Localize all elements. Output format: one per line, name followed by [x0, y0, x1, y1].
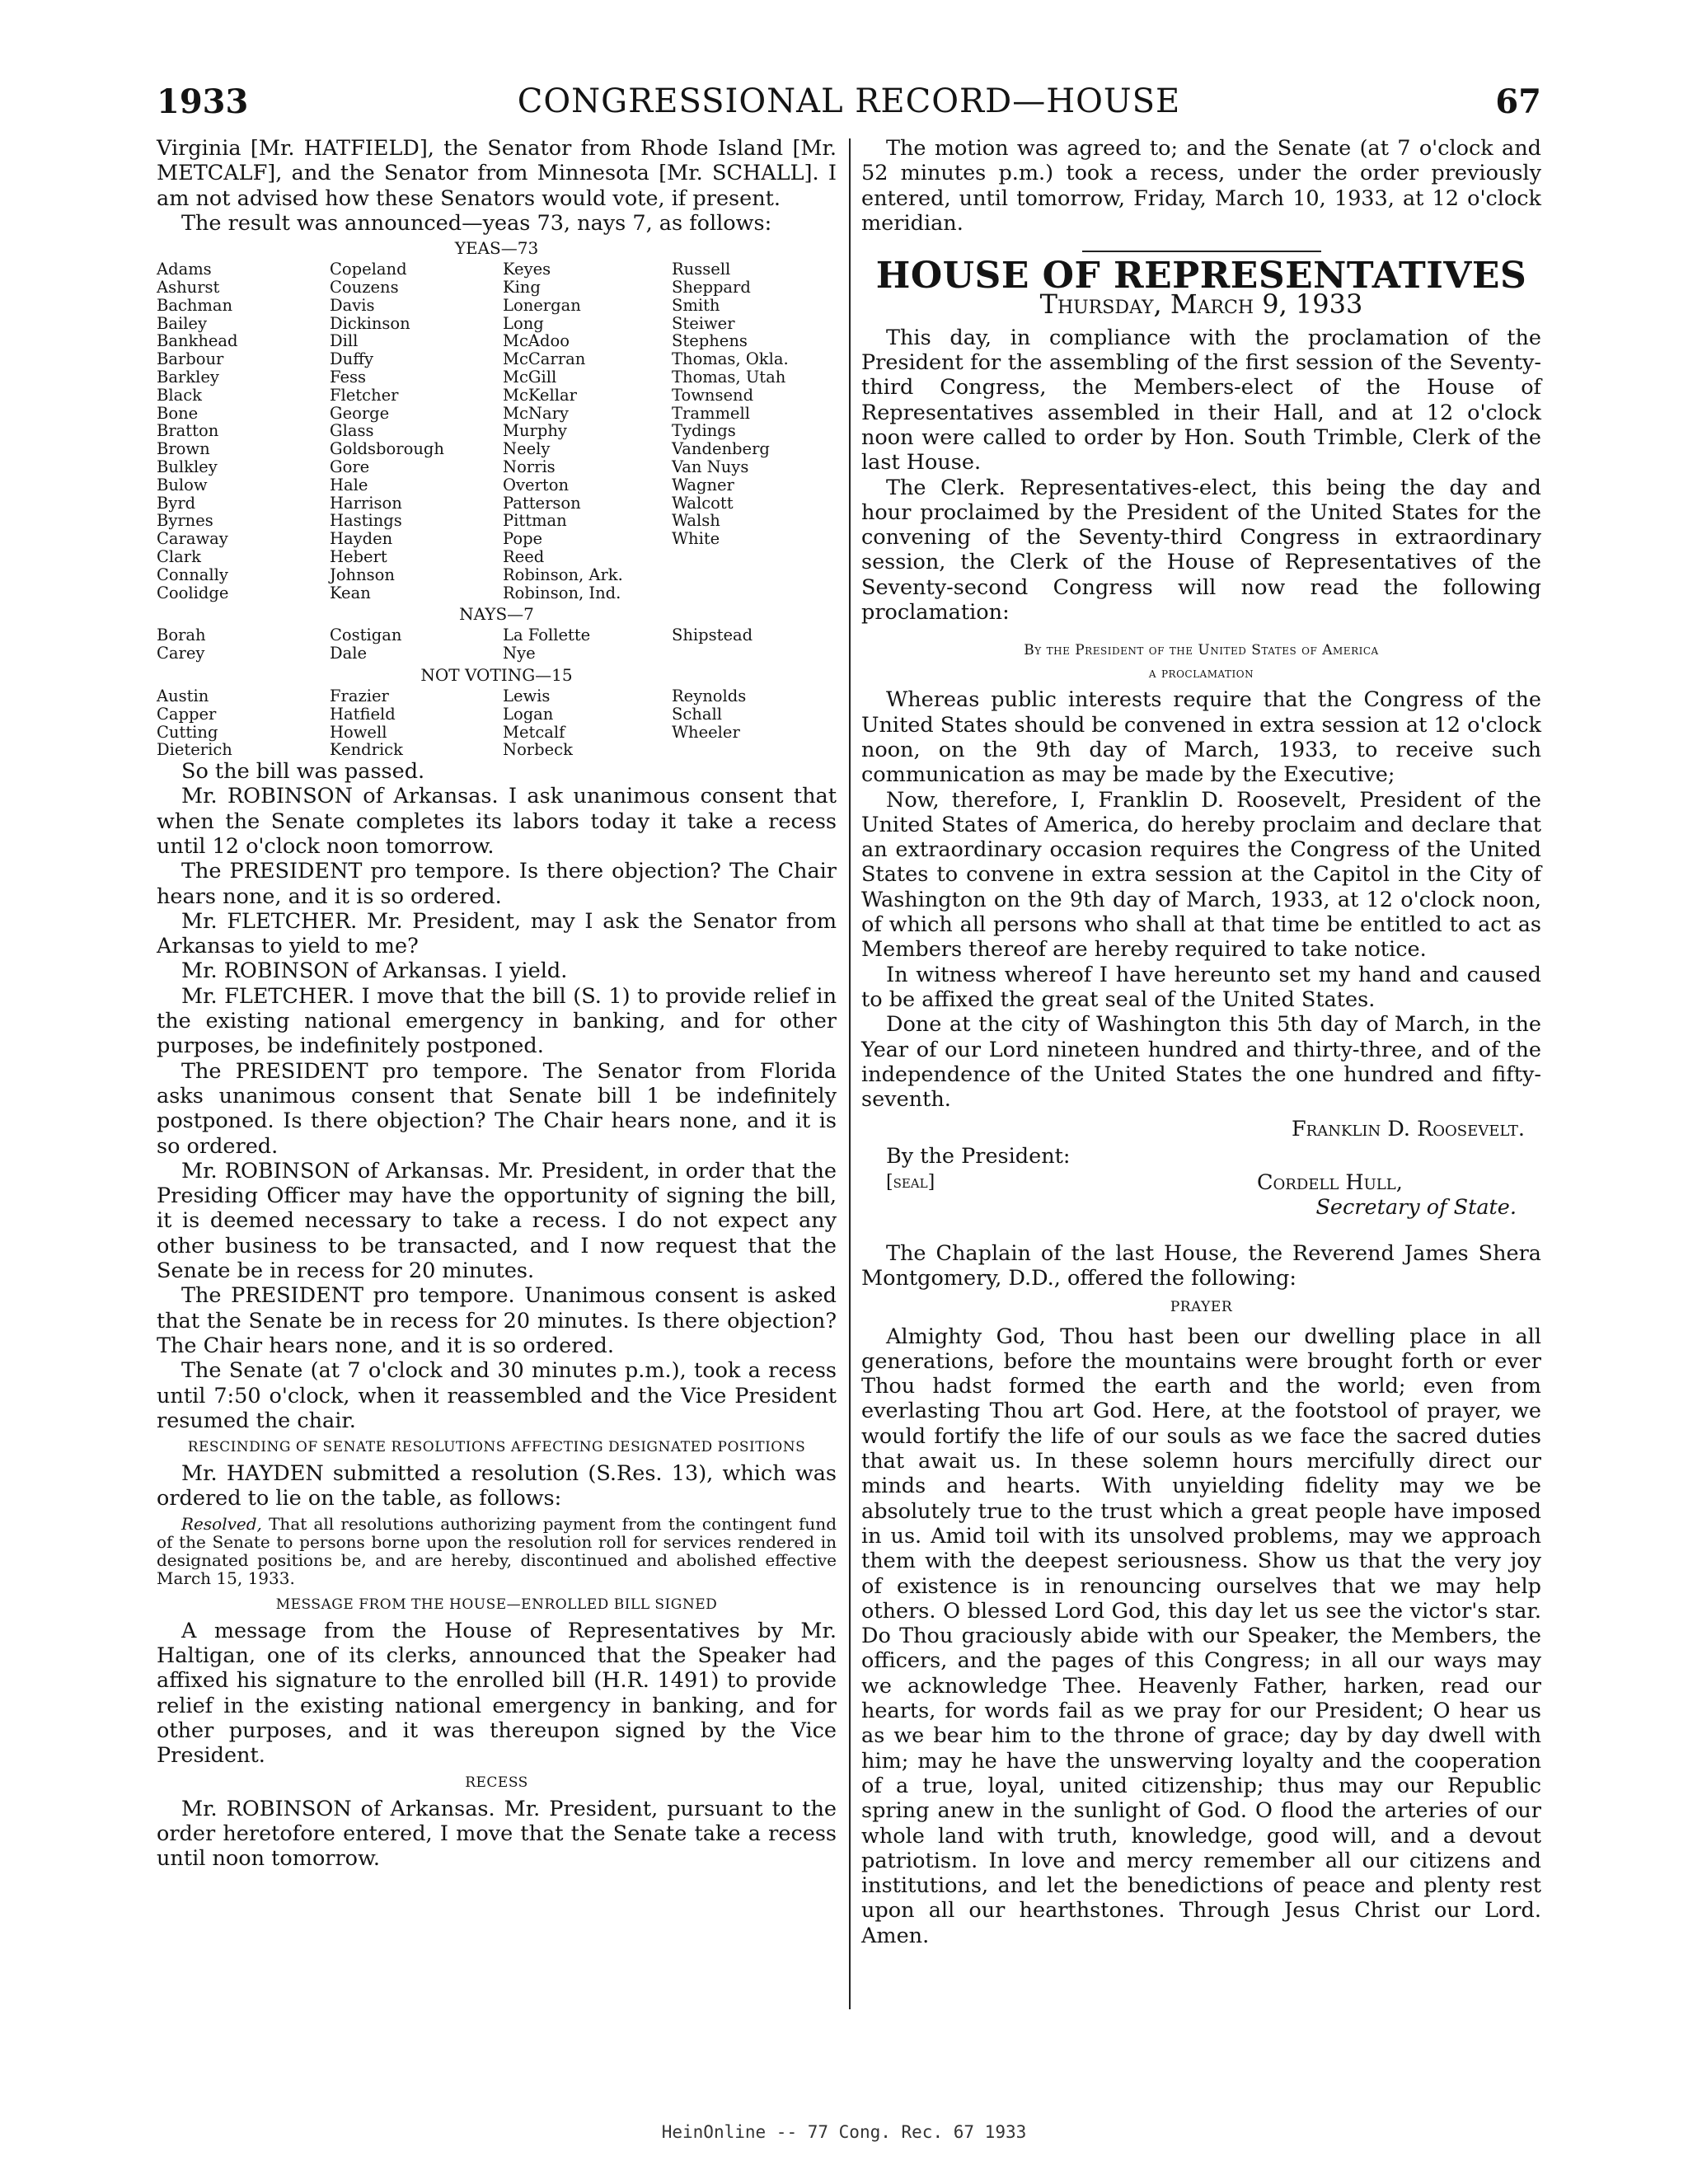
paragraph: Done at the city of Washington this 5th day of March, in the Year of our Lord nineteen hundred and thirty-three, and of the independence of the United States the one hundred and fifty-seventh. [861, 1012, 1541, 1113]
senator-name: Glass [330, 421, 374, 441]
right-column [861, 136, 1541, 1948]
senator-name: Brown [157, 439, 210, 459]
prayer-heading: PRAYER [1170, 1298, 1233, 1315]
senator-name: McNary [503, 403, 569, 423]
senator-name: Thomas, Utah [672, 367, 786, 387]
senator-name: Frazier [330, 686, 389, 705]
left-column [157, 136, 837, 1871]
yeas-column [503, 260, 672, 602]
header-title: CONGRESSIONAL RECORD—HOUSE [517, 82, 1181, 120]
senator-name: Pope [503, 529, 543, 549]
paragraph: The Clerk. Representatives-elect, this being the day and hour proclaimed by the President of the United States for the convening of the Seventy-third Congress in extraordinary session, the Clerk of the House of Representatives of the Seventy-second Congress will now read the following proclamation: [861, 475, 1541, 626]
senator-name: Dale [330, 644, 368, 663]
signature-roosevelt: Franklin D. Roosevelt. [1291, 1117, 1525, 1142]
nays-column [503, 626, 672, 663]
senator-name: Copeland [330, 260, 407, 279]
senator-name: Russell [672, 260, 731, 279]
paragraph: Mr. FLETCHER. Mr. President, may I ask the Senator from Arkansas to yield to me? [157, 908, 837, 959]
resolution-text [157, 1515, 837, 1587]
senator-name: Johnson [330, 565, 395, 584]
senator-name: Hale [330, 475, 368, 494]
senator-name: Norris [503, 457, 556, 476]
paragraph: Now, therefore, I, Franklin D. Roosevelt, President of the United States of America, do hereby proclaim and declare that an extraordinary occasion requires the Congress of the United States to convene in extra session at the Capitol in the City of Washington on the 9th day of March, 1933, at 12 o'clock noon, of which all persons who shall at that time be entitled to act as Members thereof are hereby required to take notice. [861, 787, 1541, 963]
nays-label: NAYS—7 [459, 604, 534, 625]
senator-name: McCarran [503, 349, 586, 369]
signature-hull: Cordell Hull, [1257, 1169, 1403, 1195]
senator-name: Fletcher [330, 385, 399, 405]
senator-name: Dickinson [330, 313, 410, 333]
senator-name: Couzens [330, 277, 399, 297]
section-rule [1082, 251, 1321, 252]
yeas-label: YEAS—73 [454, 238, 539, 259]
header-page-number: 67 [1495, 82, 1541, 121]
senator-name: Dieterich [157, 740, 232, 760]
not-voting-column [330, 687, 503, 759]
footer-citation: HeinOnline -- 77 Cong. Rec. 67 1933 [661, 2122, 1027, 2142]
paragraph: In witness whereof I have hereunto set my hand and caused to be affixed the great seal of the United States. [861, 962, 1541, 1012]
senator-name: Bulow [157, 475, 208, 494]
nays-column [330, 626, 503, 663]
yeas-column [330, 260, 503, 602]
intro-paragraph: Virginia [Mr. HATFIELD], the Senator from Rhode Island [Mr. METCALF], and the Senator from Minnesota [Mr. SCHALL]. I am not advised how these Senators would vote, if present. [157, 136, 837, 211]
yeas-list [157, 260, 837, 602]
senator-name: Connally [157, 565, 228, 584]
paragraph: Mr. ROBINSON of Arkansas. I ask unanimous consent that when the Senate completes its labors today it take a recess until 12 o'clock noon tomorrow. [157, 784, 837, 859]
not-voting-column [157, 687, 330, 759]
senator-name: Caraway [157, 529, 228, 549]
senator-name: Keyes [503, 260, 551, 279]
senator-name: La Follette [503, 626, 591, 645]
not-voting-label: NOT VOTING—15 [420, 664, 573, 685]
senator-name: Patterson [503, 493, 581, 513]
senator-name: Walcott [672, 493, 734, 513]
senator-name: Wheeler [672, 722, 740, 742]
senator-name: Black [157, 385, 202, 405]
senator-name: Goldsborough [330, 439, 444, 459]
senator-name: Wagner [672, 475, 734, 494]
senator-name: Dill [330, 331, 359, 351]
senator-name: Lonergan [503, 295, 581, 315]
senator-name: Bachman [157, 295, 233, 315]
senator-name: Gore [330, 457, 370, 476]
senator-name: Metcalf [503, 722, 565, 742]
senator-name: Hebert [330, 546, 387, 566]
senator-name: Duffy [330, 349, 374, 369]
senator-name: Reynolds [672, 686, 747, 705]
not-voting-list [157, 687, 837, 759]
senator-name: McAdoo [503, 331, 570, 351]
senator-name: Stephens [672, 331, 748, 351]
result-paragraph: The result was announced—yeas 73, nays 7, as follows: [181, 210, 772, 236]
paragraph: Mr. ROBINSON of Arkansas. Mr. President, pursuant to the order heretofore entered, I move that the Senate take a recess until noon tomorrow. [157, 1796, 837, 1872]
senator-name: Vandenberg [672, 439, 770, 459]
senator-name: Walsh [672, 511, 720, 531]
senator-name: Steiwer [672, 313, 735, 333]
nays-column [672, 626, 837, 663]
house-title: HOUSE OF REPRESENTATIVES [875, 255, 1527, 298]
senator-name: Murphy [503, 421, 567, 441]
paragraph: The Senate (at 7 o'clock and 30 minutes p.m.), took a recess until 7:50 o'clock, when it reassembled and the Vice President resumed the chair. [157, 1358, 837, 1433]
senator-name: Sheppard [672, 277, 751, 297]
signature-block [861, 1144, 1541, 1195]
seal-mark: [seal] [886, 1171, 935, 1193]
senator-name: Ashurst [157, 277, 220, 297]
senator-name: Trammell [672, 403, 750, 423]
senator-name: McKellar [503, 385, 577, 405]
senator-name: Van Nuys [672, 457, 749, 476]
senator-name: Neely [503, 439, 551, 459]
senator-name: Barkley [157, 367, 219, 387]
senator-name: Reed [503, 546, 545, 566]
senator-name: Schall [672, 704, 722, 724]
paragraph: Mr. FLETCHER. I move that the bill (S. 1) to provide relief in the existing national emergency in banking, and for other purposes, be indefinitely postponed. [157, 983, 837, 1059]
prayer-text: Almighty God, Thou hast been our dwelling place in all generations, before the mountains were brought forth or ever Thou hadst formed the earth and the world; even from everlasting Thou art God. Here, at the footstool of prayer, we would fortify the life of our souls as we face the sacred duties that await us. In these solemn hours mercifully direct our minds and hearts. With unyielding fidelity may we be absolutely true to the trust which a great people have imposed in us. Amid toil with its unsolved problems, may we approach them with the deepest seriousness. Show us that the very joy of existence is in renouncing ourselves that we may help others. O blessed Lord God, this day let us see the victor's star. Do Thou graciously abide with our Speaker, the Members, the officers, and the pages of this Congress; in all our ways may we acknowledge Thee. Heavenly Father, harken, read our hearts, for words fail as we pray for our President; O hear us as we bear him to the throne of grace; day by day dwell with him; may he have the unswerving loyalty and the cooperation of a true, loyal, united citizenship; thus may our Republic spring anew in the sunlight of God. O flood the arteries of our whole land with truth, knowledge, good will, and a devout patriotism. In love and mercy remember all our citizens and institutions, and let the benedictions of peace and plenty rest upon all our hearthstones. Through Jesus Christ our Lord. Amen. [861, 1324, 1541, 1948]
paragraph: The Chaplain of the last House, the Reverend James Shera Montgomery, D.D., offered the following: [861, 1240, 1541, 1291]
paragraph: Mr. ROBINSON of Arkansas. Mr. President, in order that the Presiding Officer may have the opportunity of signing the bill, it is deemed necessary to take a recess. I do not expect any other business to be transacted, and I now request that the Senate be in recess for 20 minutes. [157, 1158, 837, 1284]
senator-name: Kendrick [330, 740, 403, 760]
senator-name: Tydings [672, 421, 736, 441]
senator-name: Lewis [503, 686, 551, 705]
senator-name: Coolidge [157, 583, 229, 602]
senator-name: Logan [503, 704, 554, 724]
senator-name: Hayden [330, 529, 393, 549]
senator-name: Pittman [503, 511, 567, 531]
senator-name: Byrd [157, 493, 196, 513]
senator-name: Robinson, Ark. [503, 565, 623, 584]
senator-name: Cutting [157, 722, 218, 742]
senator-name: Norbeck [503, 740, 573, 760]
not-voting-column [672, 687, 837, 759]
senator-name: King [503, 277, 541, 297]
proclamation-heading: By the President of the United States of America [1024, 642, 1379, 659]
senator-name: McGill [503, 367, 557, 387]
senator-name: Thomas, Okla. [672, 349, 789, 369]
senator-name: Townsend [672, 385, 754, 405]
paragraph: A message from the House of Representatives by Mr. Haltigan, one of its clerks, announced that the Speaker had affixed his signature to the enrolled bill (H.R. 1491) to provide relief in the existing national emergency in banking, and for other purposes, and it was thereupon signed by the Vice President. [157, 1618, 837, 1769]
senator-name: Overton [503, 475, 569, 494]
paragraph: This day, in compliance with the proclamation of the President for the assembling of the first session of the Seventy-third Congress, the Members-elect of the House of Representatives assembled in their Hall, and at 12 o'clock noon were called to order by Hon. South Trimble, Clerk of the last House. [861, 325, 1541, 476]
header-year: 1933 [157, 82, 249, 121]
senator-name: Hatfield [330, 704, 396, 724]
page-header [157, 82, 1541, 132]
senator-name: Bulkley [157, 457, 218, 476]
paragraph: The PRESIDENT pro tempore. Is there objection? The Chair hears none, and it is so ordered. [157, 859, 837, 909]
senator-name: Hastings [330, 511, 402, 531]
senator-name: Borah [157, 626, 206, 645]
senator-name: Costigan [330, 626, 402, 645]
senator-name: Harrison [330, 493, 402, 513]
senator-name: Nye [503, 644, 536, 663]
senator-name: Bankhead [157, 331, 238, 351]
yeas-column [672, 260, 837, 602]
house-date: Thursday, March 9, 1933 [1039, 288, 1363, 321]
senator-name: George [330, 403, 390, 423]
section-heading: RECESS [465, 1774, 528, 1791]
senator-name: Shipstead [672, 626, 753, 645]
senator-name: Barbour [157, 349, 224, 369]
senator-name: Fess [330, 367, 367, 387]
senator-name: White [672, 529, 720, 549]
senator-name: Bone [157, 403, 199, 423]
signature-hull-title: Secretary of State. [1315, 1194, 1517, 1220]
senator-name: Bailey [157, 313, 207, 333]
resolution-body: That all resolutions authorizing payment from the contingent fund of the Senate to persons borne upon the resolution roll for services rendered in designated positions be, and are hereby, discontinued and abolished effective March 15, 1933. [157, 1513, 837, 1588]
paragraph: The PRESIDENT pro tempore. Unanimous consent is asked that the Senate be in recess for 20 minutes. Is there objection? The Chair hears none, and it is so ordered. [157, 1283, 837, 1358]
paragraph: The PRESIDENT pro tempore. The Senator from Florida asks unanimous consent that Senate bill 1 be indefinitely postponed. Is there objection? The Chair hears none, and it is so ordered. [157, 1058, 837, 1159]
section-heading: MESSAGE FROM THE HOUSE—ENROLLED BILL SIGNED [275, 1596, 718, 1613]
section-heading: RESCINDING OF SENATE RESOLUTIONS AFFECTING DESIGNATED POSITIONS [187, 1439, 806, 1456]
not-voting-column [503, 687, 672, 759]
senator-name: Smith [672, 295, 720, 315]
senator-name: Howell [330, 722, 387, 742]
paragraph: So the bill was passed. [181, 759, 425, 785]
senator-name: Carey [157, 644, 205, 663]
senator-name: Davis [330, 295, 375, 315]
paragraph: Mr. HAYDEN submitted a resolution (S.Res. 13), which was ordered to lie on the table, as follows: [157, 1461, 837, 1511]
paragraph: Whereas public interests require that the Congress of the United States should be convened in extra session at 12 o'clock noon, on the 9th day of March, 1933, to receive such communication as may be made by the Executive; [861, 687, 1541, 788]
senator-name: Byrnes [157, 511, 213, 531]
paragraph: The motion was agreed to; and the Senate (at 7 o'clock and 52 minutes p.m.) took a recess, under the order previously entered, until tomorrow, Friday, March 10, 1933, at 12 o'clock meridian. [861, 136, 1541, 236]
senator-name: Bratton [157, 421, 219, 441]
senator-name: Capper [157, 704, 217, 724]
senator-name: Long [503, 313, 544, 333]
nays-list [157, 626, 837, 663]
paragraph: Mr. ROBINSON of Arkansas. I yield. [181, 958, 568, 984]
senator-name: Kean [330, 583, 371, 602]
nays-column [157, 626, 330, 663]
by-the-president: By the President: [886, 1143, 1071, 1169]
senator-name: Austin [157, 686, 209, 705]
senator-name: Robinson, Ind. [503, 583, 621, 602]
proclamation-subheading: a proclamation [1148, 665, 1254, 682]
senator-name: Clark [157, 546, 201, 566]
yeas-column [157, 260, 330, 602]
column-divider [849, 138, 851, 2009]
senator-name: Adams [157, 260, 212, 279]
resolution-lead: Resolved, [181, 1513, 262, 1534]
